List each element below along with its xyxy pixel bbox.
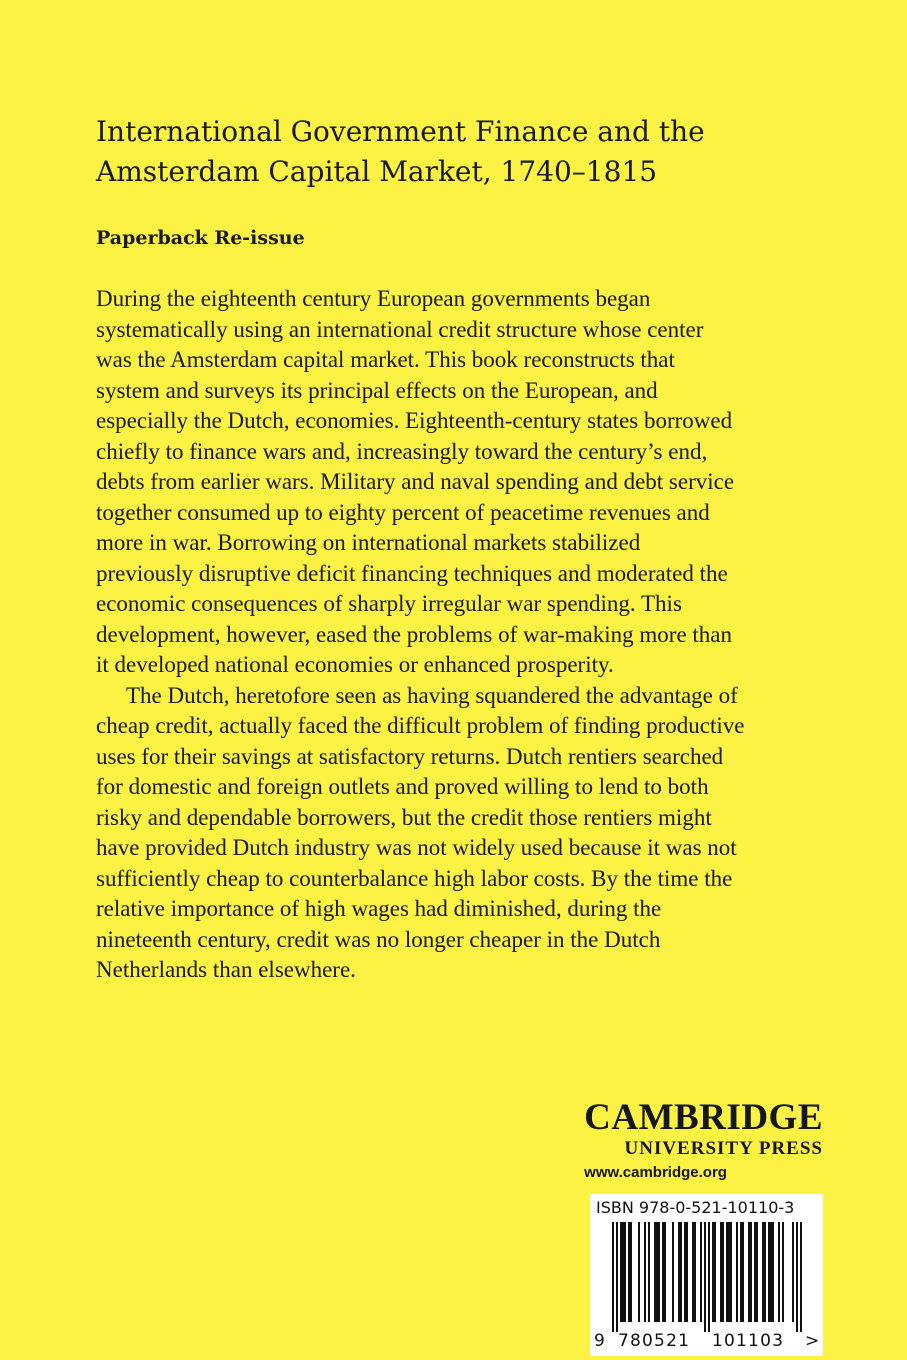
barcode-bar [736,1222,738,1322]
text-line: together consumed up to eighty percent of peacetime revenues and [96,499,710,525]
isbn-label: ISBN 978-0-521-10110-3 [596,1198,795,1217]
edition-subtitle: Paperback Re-issue [96,227,305,249]
text-line: cheap credit, actually faced the difficult problem of finding productive [96,713,745,738]
barcode-bar [692,1222,694,1322]
barcode-bar [792,1222,794,1322]
text-line: for domestic and foreign outlets and proved willing to lend to both [96,774,709,799]
text-line: uses for their savings at satisfactory returns. Dutch rentiers searched [96,743,724,769]
barcode-bar [656,1222,658,1322]
barcode-bar [694,1222,696,1322]
text-line: system and surveys its principal effects on the European, and [96,377,658,403]
barcode-bar [728,1222,730,1322]
book-title-line: Amsterdam Capital Market, 1740–1815 [96,155,658,188]
barcode-bar [756,1222,758,1322]
barcode-bar [772,1222,774,1322]
publisher-logo [584,1098,823,1186]
text-line: Netherlands than elsewhere. [96,957,356,982]
barcode-left-digits: 780521 [618,1331,691,1351]
barcode-bar [764,1222,766,1322]
barcode-bar [796,1222,798,1332]
barcode-bar [742,1222,744,1322]
text-line: was the Amsterdam capital market. This book reconstructs that [96,347,675,372]
barcode-bar [662,1222,664,1322]
barcode-bar [686,1222,688,1322]
barcode-bar [612,1222,614,1332]
description-paragraph-1 [96,284,836,681]
book-description [96,284,836,986]
barcode-graphic [590,1220,823,1334]
book-title [96,112,816,192]
text-line: more in war. Borrowing on international markets stabilized [96,530,641,555]
barcode-bar [708,1222,710,1332]
text-line: chiefly to finance wars and, increasingly toward the century’s end, [96,438,708,464]
barcode-bar [654,1222,656,1322]
text-line: risky and dependable borrowers, but the credit those rentiers might [96,804,712,830]
text-line: sufficiently cheap to counterbalance high labor costs. By the time the [96,865,733,891]
text-line: it developed national economies or enhanced prosperity. [96,652,614,677]
publisher-subname: UNIVERSITY PRESS [624,1138,823,1159]
barcode-bar [664,1222,666,1322]
description-paragraph-2 [96,681,836,986]
publisher-url: www.cambridge.org [584,1164,727,1181]
barcode-bar [754,1222,756,1322]
barcode-bar [712,1222,714,1322]
text-line: economic consequences of sharply irregular war spending. This [96,591,682,616]
text-line: systematically using an international credit structure whose center [96,316,704,342]
text-line: debts from earlier wars. Military and naval spending and debt service [96,469,735,494]
text-line: nineteenth century, credit was no longer cheaper in the Dutch [96,926,661,952]
barcode-bar [680,1222,682,1322]
text-line: especially the Dutch, economies. Eighteenth-century states borrowed [96,408,733,433]
barcode-right-digits: 101103 [712,1331,785,1351]
barcode-bar [624,1222,626,1322]
barcode-bar [620,1222,622,1322]
barcode-bar [638,1222,640,1322]
barcode-bar [704,1222,706,1332]
publisher-name: CAMBRIDGE [584,1097,823,1138]
barcode-bar [768,1222,770,1322]
isbn-barcode [590,1194,823,1356]
barcode-bar [678,1222,680,1322]
barcode-bar [628,1222,630,1322]
barcode-bar [740,1222,742,1322]
barcode-bar [622,1222,624,1322]
barcode-bar [648,1222,650,1322]
barcode-bar [700,1222,702,1322]
barcode-first-digit: 9 [594,1331,605,1351]
barcode-bar [672,1222,674,1322]
text-line: During the eighteenth century European governments began [96,286,651,311]
text-line: The Dutch, heretofore seen as having squandered the advantage of [126,682,738,708]
barcode-bar [616,1222,618,1332]
barcode-bar [658,1222,660,1322]
barcode-bar [778,1222,780,1322]
barcode-bar [762,1222,764,1322]
text-line: previously disruptive deficit financing techniques and moderated the [96,560,728,586]
barcode-bar [800,1222,802,1332]
text-line: development, however, eased the problems of war-making more than [96,621,733,647]
barcode-bar [748,1222,750,1322]
barcode-bar [750,1222,752,1322]
text-line: relative importance of high wages had diminished, during the [96,896,662,921]
barcode-bar [684,1222,686,1322]
barcode-bar [644,1222,646,1322]
barcode-bar [730,1222,732,1322]
barcode-bar [770,1222,772,1322]
text-line: have provided Dutch industry was not widely used because it was not [96,835,737,860]
barcode-bar [726,1222,728,1322]
barcode-bar [630,1222,632,1322]
barcode-bar [714,1222,716,1322]
barcode-end-mark: > [805,1331,820,1351]
barcode-bar [722,1222,724,1322]
book-title-line: International Government Finance and the [96,115,705,148]
barcode-bar [720,1222,722,1322]
barcode-bar [782,1222,784,1322]
